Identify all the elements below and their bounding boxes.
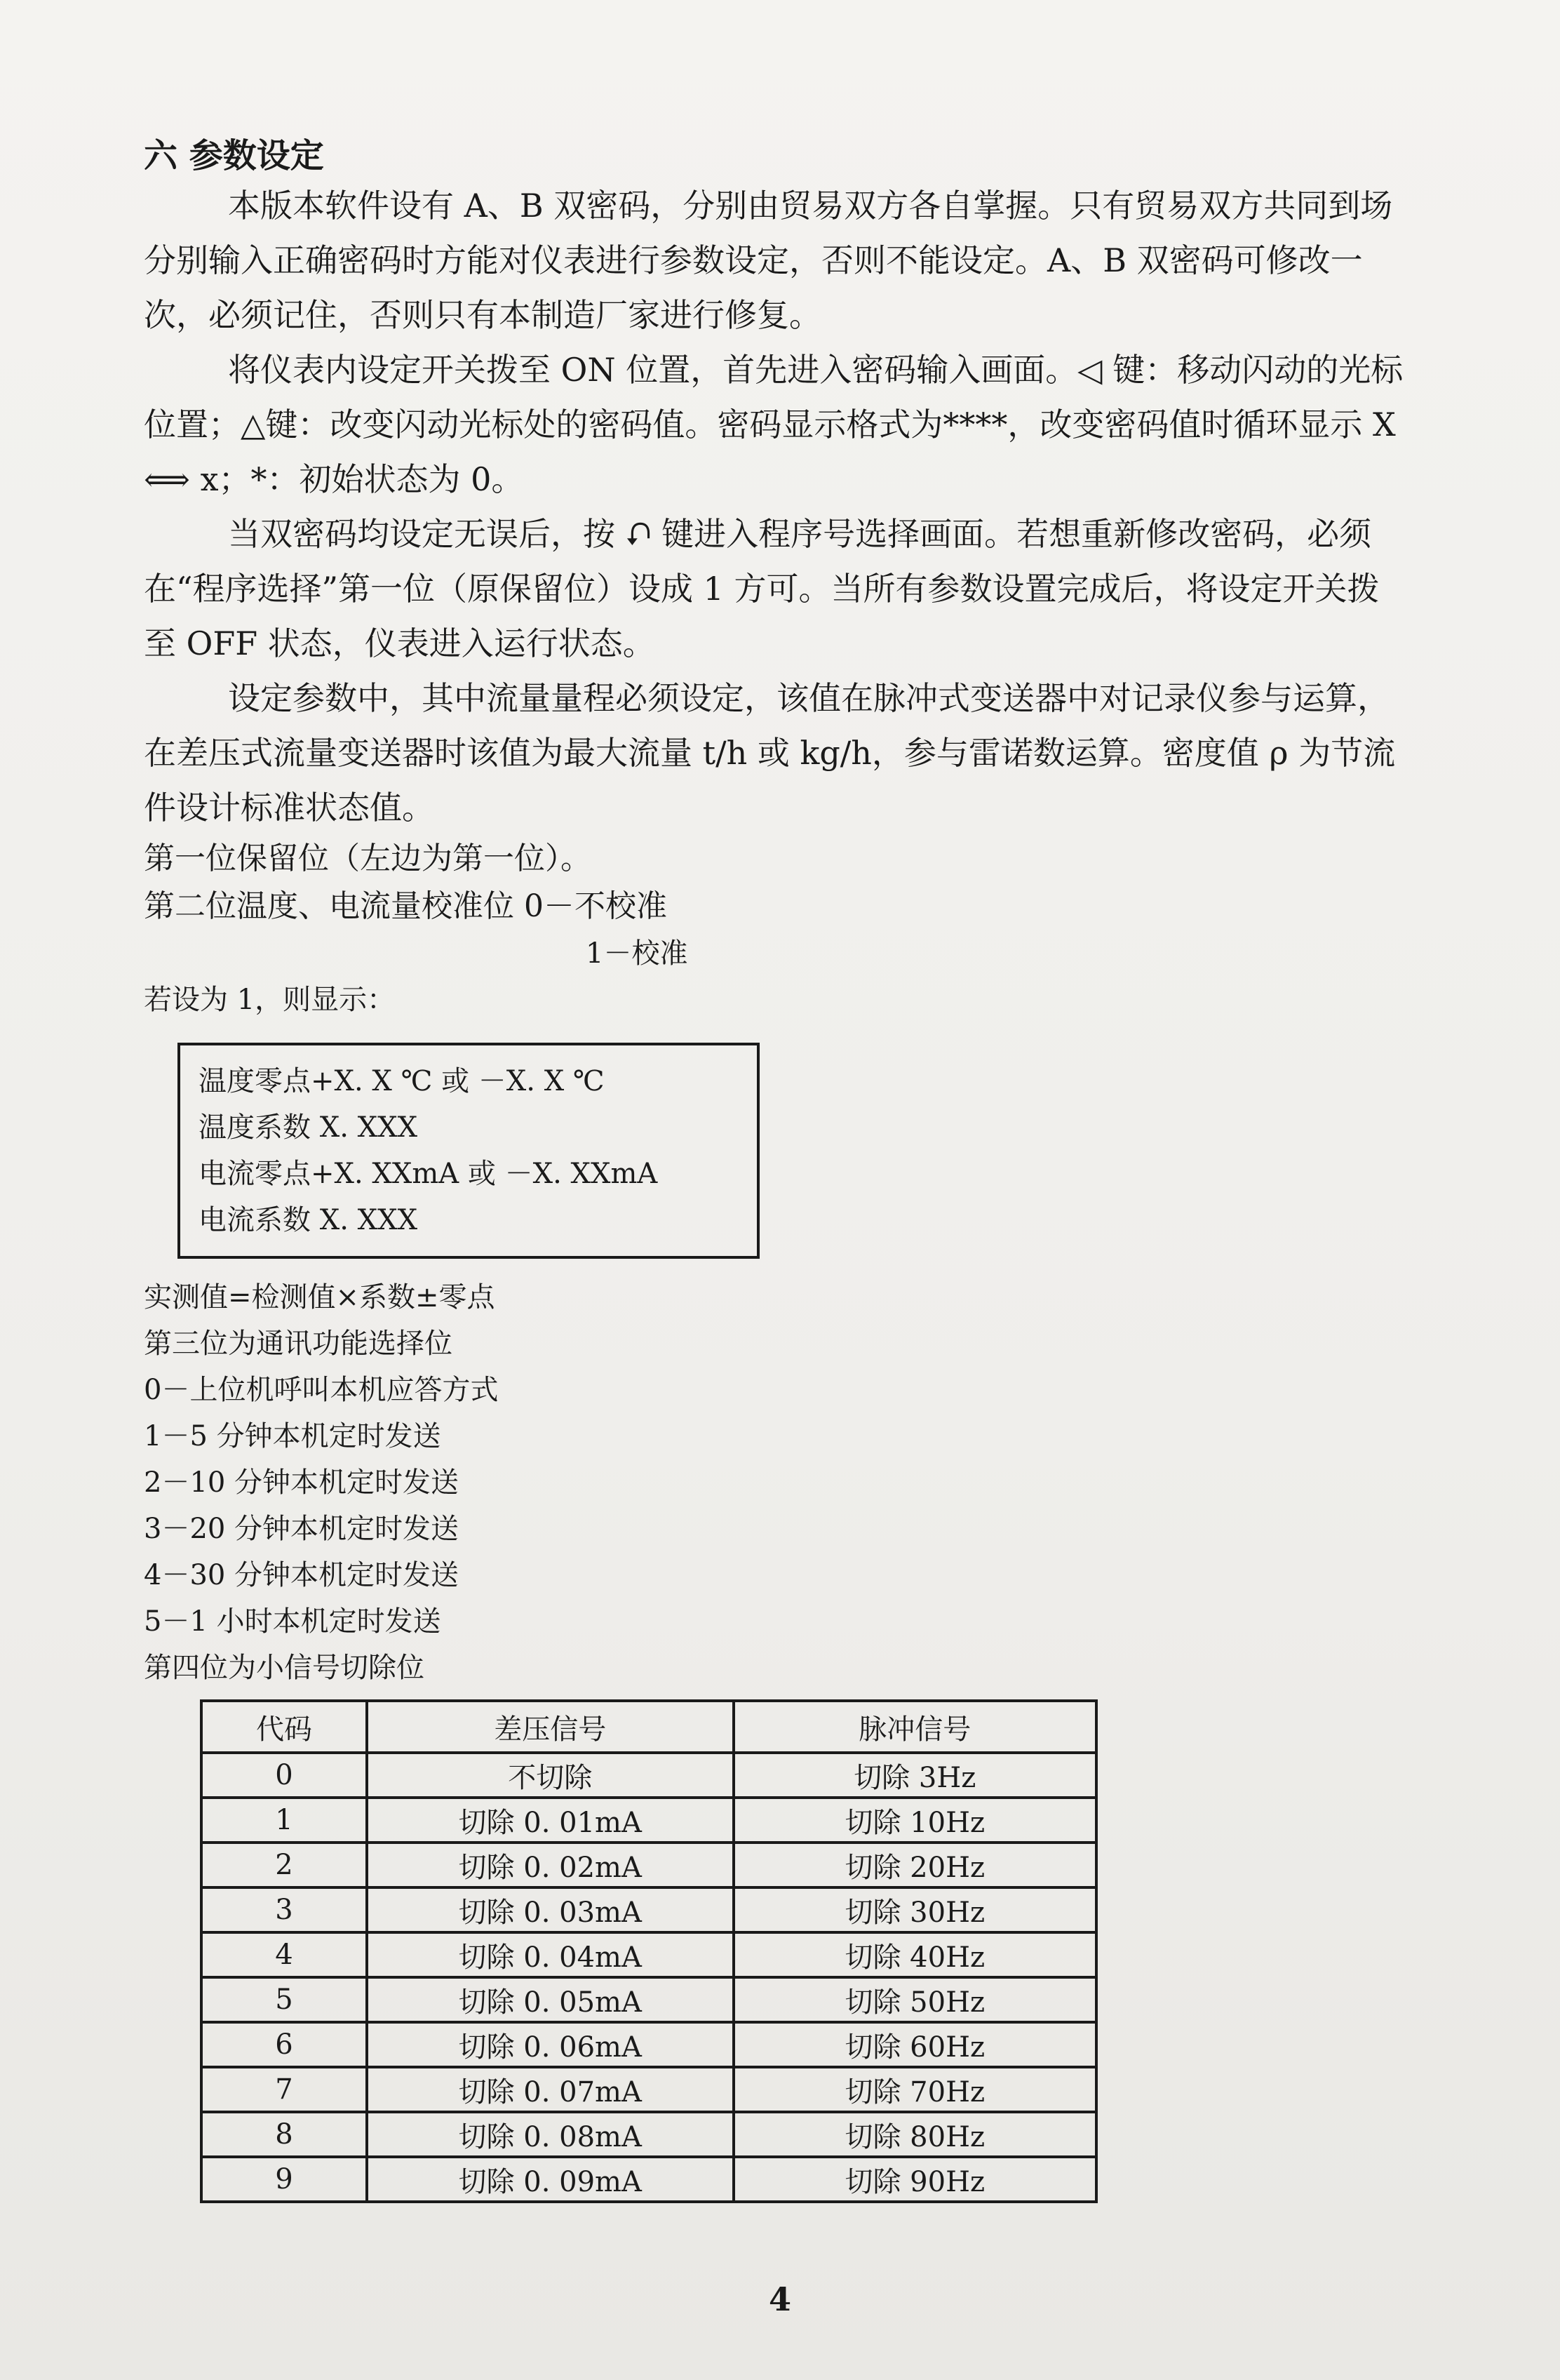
bit1-text: 第一位保留位（左边为第一位）。 — [144, 841, 591, 876]
cell-pulse: 切除 50Hz — [734, 1977, 1097, 2022]
calibration-line-temp-coef: 温度系数 X. XXX — [199, 1111, 418, 1144]
calibration-line-current-zero: 电流零点+X. XXmA 或 －X. XXmA — [199, 1158, 658, 1190]
cell-dp: 切除 0. 04mA — [367, 1932, 734, 1977]
table-row — [201, 1753, 1096, 1798]
table-row — [201, 1887, 1096, 1932]
bit4-text: 第四位为小信号切除位 — [144, 1652, 424, 1684]
table-header-row — [201, 1701, 1096, 1753]
table-row — [201, 2067, 1096, 2112]
table-row — [201, 2157, 1096, 2202]
cell-dp: 切除 0. 05mA — [367, 1977, 734, 2022]
comm-option-1: 1－5 分钟本机定时发送 — [144, 1420, 441, 1452]
cell-pulse: 切除 3Hz — [734, 1753, 1097, 1798]
bit3-text: 第三位为通讯功能选择位 — [144, 1328, 452, 1360]
bit2-option: 1－校准 — [586, 937, 688, 970]
table-row — [201, 1843, 1096, 1887]
header-code: 代码 — [201, 1701, 367, 1753]
cell-pulse: 切除 60Hz — [734, 2022, 1097, 2067]
cell-code: 9 — [201, 2157, 367, 2202]
cell-pulse: 切除 90Hz — [734, 2157, 1097, 2202]
cell-code: 3 — [201, 1887, 367, 1932]
calibration-box — [177, 1043, 760, 1259]
formula-text: 实测值=检测值×系数±零点 — [144, 1281, 495, 1313]
cutoff-table — [200, 1699, 1098, 2203]
cell-code: 8 — [201, 2112, 367, 2157]
comm-option-4: 4－30 分钟本机定时发送 — [144, 1559, 459, 1591]
paragraph-password-entry: 将仪表内设定开关拨至 ON 位置，首先进入密码输入画面。◁ 键：移动闪动的光标位置；△键：改变闪动光标处的密码值。密码显示格式为****，改变密码值时循环显示 X ⟺ x；*：初始状态为 0。 — [144, 351, 1404, 498]
cell-dp: 不切除 — [367, 1753, 734, 1798]
cell-code: 1 — [201, 1798, 367, 1843]
cell-code: 0 — [201, 1753, 367, 1798]
cell-code: 2 — [201, 1843, 367, 1887]
cell-dp: 切除 0. 03mA — [367, 1887, 734, 1932]
paragraph-program-select: 当双密码均设定无误后，按 ⮏ 键进入程序号选择画面。若想重新修改密码，必须在“程序选择”第一位（原保留位）设成 1 方可。当所有参数设置完成后，将设定开关拨至 OFF 状态，仪表进入运行状态。 — [144, 515, 1380, 662]
paragraph-passwords: 本版本软件设有 A、B 双密码，分别由贸易双方各自掌握。只有贸易双方共同到场分别输入正确密码时方能对仪表进行参数设定，否则不能设定。A、B 双密码可修改一次，必须记住，否则只有本制造厂家进行修复。 — [144, 187, 1393, 334]
page-content — [144, 133, 1406, 2203]
cell-pulse: 切除 70Hz — [734, 2067, 1097, 2112]
table-row — [201, 2112, 1096, 2157]
cell-dp: 切除 0. 07mA — [367, 2067, 734, 2112]
comm-option-5: 5－1 小时本机定时发送 — [144, 1605, 441, 1638]
cell-dp: 切除 0. 01mA — [367, 1798, 734, 1843]
page-number: 4 — [768, 2280, 791, 2318]
header-dp-signal: 差压信号 — [367, 1701, 734, 1753]
calibration-line-temp-zero: 温度零点+X. X ℃ 或 －X. X ℃ — [199, 1065, 605, 1097]
cell-pulse: 切除 40Hz — [734, 1932, 1097, 1977]
cell-code: 6 — [201, 2022, 367, 2067]
comm-option-3: 3－20 分钟本机定时发送 — [144, 1513, 459, 1545]
cell-dp: 切除 0. 08mA — [367, 2112, 734, 2157]
table-row — [201, 1798, 1096, 1843]
bit2-text: 第二位温度、电流量校准位 0－不校准 — [144, 888, 667, 924]
cell-code: 5 — [201, 1977, 367, 2022]
table-row — [201, 1977, 1096, 2022]
if-set-text: 若设为 1，则显示： — [144, 984, 396, 1016]
comm-option-2: 2－10 分钟本机定时发送 — [144, 1466, 459, 1499]
cell-pulse: 切除 20Hz — [734, 1843, 1097, 1887]
comm-option-0: 0－上位机呼叫本机应答方式 — [144, 1374, 499, 1406]
calibration-line-current-coef: 电流系数 X. XXX — [199, 1204, 418, 1236]
cell-pulse: 切除 80Hz — [734, 2112, 1097, 2157]
cell-dp: 切除 0. 09mA — [367, 2157, 734, 2202]
cell-dp: 切除 0. 06mA — [367, 2022, 734, 2067]
cell-code: 7 — [201, 2067, 367, 2112]
paragraph-parameters: 设定参数中，其中流量量程必须设定，该值在脉冲式变送器中对记录仪参与运算，在差压式流量变送器时该值为最大流量 t/h 或 kg/h，参与雷诺数运算。密度值 ρ 为节流件设计标准状态值。 — [144, 679, 1396, 827]
section-title: 六 参数设定 — [144, 136, 324, 175]
cell-pulse: 切除 30Hz — [734, 1887, 1097, 1932]
header-pulse-signal: 脉冲信号 — [734, 1701, 1097, 1753]
cell-code: 4 — [201, 1932, 367, 1977]
cell-pulse: 切除 10Hz — [734, 1798, 1097, 1843]
cell-dp: 切除 0. 02mA — [367, 1843, 734, 1887]
table-row — [201, 1932, 1096, 1977]
table-row — [201, 2022, 1096, 2067]
